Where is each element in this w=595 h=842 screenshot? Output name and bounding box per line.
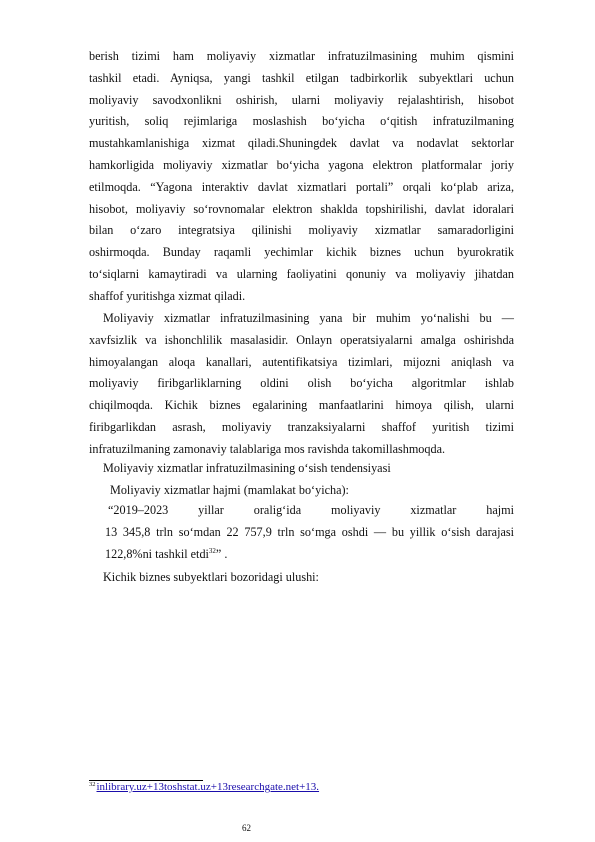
quote-line: “2019–2023 yillar oralig‘ida moliyaviy xizmatlar hajmi	[108, 503, 514, 517]
paragraph-line: moliyaviy savodxonlikni oshirish, ularni moliyaviy rejalashtirish, hisobot	[89, 92, 514, 107]
quote-line-last	[105, 544, 514, 566]
paragraph-line: mustahkamlanishiga xizmat qiladi.Shuningdek davlat va nodavlat sektorlar	[89, 136, 514, 151]
paragraph-line: hamkorligida moliyaviy xizmatlar bo‘yicha yagona elektron platformalar joriy	[89, 157, 514, 172]
quote-closing: ” .	[215, 546, 228, 561]
paragraph-2	[89, 308, 514, 461]
section-heading: Moliyaviy xizmatlar infratuzilmasining o‘sish tendensiyasi	[103, 461, 391, 475]
paragraph-line: himoyalangan aloqa kanallari, autentifikatsiya tizimlari, mijozni aniqlash va	[89, 354, 514, 369]
subheading: Moliyaviy xizmatlar hajmi (mamlakat bo‘yicha):	[110, 483, 349, 497]
footnote	[89, 781, 319, 793]
paragraph-line: oshirmoqda. Bunday raqamli yechimlar kichik biznes uchun byurokratik	[89, 245, 514, 260]
quote-line: 13 345,8 trln so‘mdan 22 757,9 trln so‘mga oshdi — bu yillik o‘sish darajasi	[105, 524, 514, 539]
paragraph-line: tashkil etadi. Ayniqsa, yangi tashkil etilgan tadbirkorlik subyektlari uchun	[89, 70, 514, 85]
paragraph-line: infratuzilmaning zamonaviy talablariga mos ravishda takomillashmoqda.	[89, 441, 446, 456]
paragraph-line: firibgarlikdan asrash, moliyaviy tranzaksiyalarni shaffof yuritish tizimi	[89, 419, 514, 434]
paragraph-line: etilmoqda. “Yagona interaktiv davlat xizmatlari portali” orqali ko‘plab ariza,	[89, 179, 514, 194]
paragraph-first-line: Moliyaviy xizmatlar infratuzilmasining yana bir muhim yo‘nalishi bu —	[103, 311, 514, 325]
paragraph-line: moliyaviy firibgarliklarning oldini olish bo‘yicha algoritmlar ishlab	[89, 376, 514, 391]
footnote-mark: 32	[89, 781, 96, 788]
page-number: 62	[242, 823, 251, 833]
paragraph-line: berish tizimi ham moliyaviy xizmatlar infratuzilmasining muhim qismini	[89, 49, 514, 63]
paragraph-line: to‘siqlarni kamaytiradi va ularning faoliyatini qonuniy va moliyaviy jihatdan	[89, 266, 514, 281]
quote-text: 122,8%ni tashkil etdi	[105, 546, 209, 561]
quote-block	[105, 500, 514, 565]
paragraph-1	[89, 46, 514, 308]
paragraph-line: xavfsizlik va ishonchlilik masalasidir. Onlayn operatsiyalarni amalga oshirishda	[89, 332, 514, 347]
paragraph-line: hisobot, moliyaviy so‘rovnomalar elektron shaklda topshirilishi, davlat idoralari	[89, 201, 514, 216]
footnote-reference[interactable]: 32	[208, 546, 216, 555]
paragraph-line: yuritish, soliq rejimlariga moslashish bo‘yicha o‘qitish infratuzilmaning	[89, 114, 514, 129]
page-number-container	[0, 823, 595, 833]
share-heading: Kichik biznes subyektlari bozoridagi ulushi:	[103, 570, 319, 584]
paragraph-line: shaffof yuritishga xizmat qiladi.	[89, 288, 246, 303]
paragraph-line: chiqilmoqda. Kichik biznes egalarining manfaatlarini himoya qilish, ularni	[89, 398, 514, 413]
footnote-link[interactable]: inlibrary.uz+13toshstat.uz+13researchgate.net+13.	[96, 781, 320, 793]
paragraph-line: bilan o‘zaro integratsiya qilinishi moliyaviy xizmatlar samaradorligini	[89, 223, 514, 238]
